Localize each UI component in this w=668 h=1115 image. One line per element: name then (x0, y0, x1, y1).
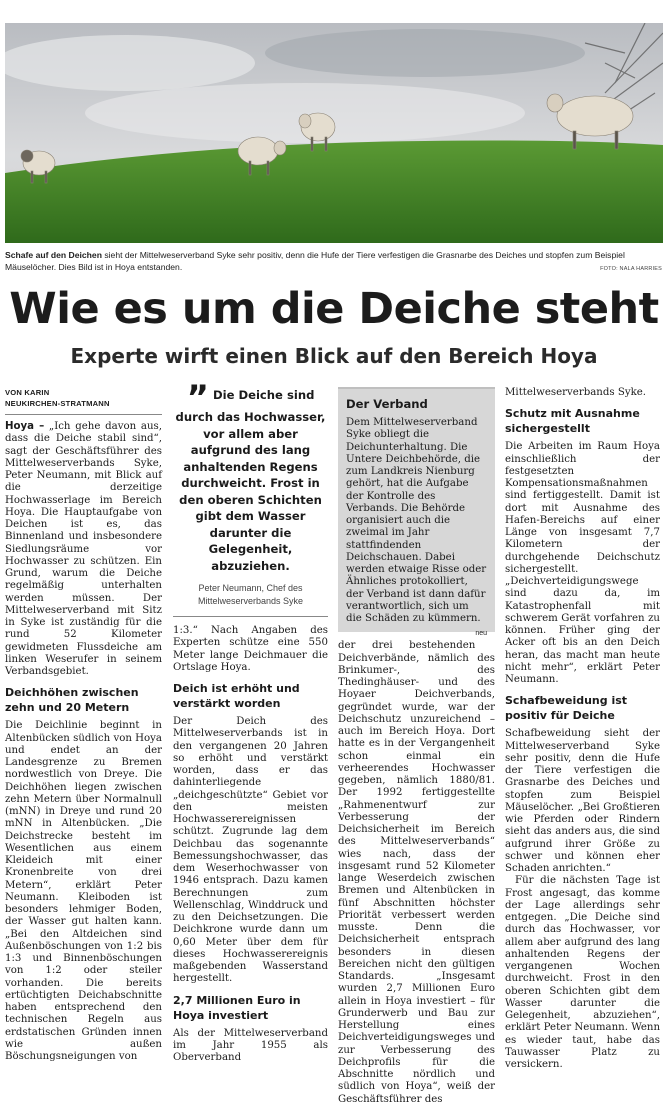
subheading: 2,7 Millionen Euro in Hoya investiert (173, 993, 301, 1022)
pull-quote-text: Die Deiche sind durch das Hochwasser, vor allem aber aufgrund des lang anhaltenden Regens durchweicht. Frost in den oberen Schichten gibt dem Wasser darunter die Gelegenheit, abzuziehen. (175, 388, 326, 573)
subheading: Deich ist erhöht und verstärkt worden (173, 682, 300, 710)
author-initials: neu (475, 630, 487, 638)
info-box (338, 387, 495, 638)
paragraph: der drei bestehenden Deichverbände, nämlich des Brinkumer-, des Thedinghäuser- und des Hoyaer Deichverbands, gegründet wurde, war der Deichschutz unzureichend – auch im Bereich Hoya. Dort hatte es in der Vergangenheit schon einmal ein verheerendes Hochwasser gegeben, nämlich 1880/81. Der 1992 fertiggestellte „Rahmenentwurf zur Verbesserung der Deichsicherheit im Bereich des Mittelweserverbands“ wies nach, dass der insgesamt rund 52 Kilometer lange Weserdeich zwischen Bremen und Altenbücken in fünf Abschnitten höchster Priorität verbessert werden musste. Denn die Deichsicherheit entsprach besonders in diesen Bereichen nicht den gültigen Standards. „Insgesamt wurden 2,7 Millionen Euro allein in Hoya investiert – für Grunderwerb und Bau zur Herstellung eines Deichverteidigungsweges und zur Verbesserung des Deichprofils für die Abschnitte nördlich und südlich von Hoya“, weiß der Geschäftsführer des (338, 640, 495, 1105)
quote-mark-icon: ” (186, 378, 209, 418)
subheading: Schafbeweidung ist positiv für Deiche (505, 694, 628, 723)
subheadline: Experte wirft einen Blick auf den Bereich Hoya (70, 344, 598, 368)
sheep-on-dike-photo-icon (5, 23, 663, 243)
info-box-body: Dem Mittelweserverband Syke obliegt die Deichunterhaltung. Die Untere Deichbehörde, die zum Landkreis Nienburg gehört, hat die Aufgabe der Kontrolle des Verbands. Die Behörde organisiert auch die zweimal im Jahr stattfindenden Deichschauen. Dabei werden etwaige Risse oder Ähnliches protokolliert, der Verband ist dann dafür verantwortlich, sich um die Schäden zu kümmern. (346, 417, 487, 624)
subheading: Deichhöhen zwischen zehn und 20 Metern (5, 686, 139, 715)
paragraph: Die Arbeiten im Raum Hoya einschließlich der festgesetzten Kompensationsmaßnahmen sind fertiggestellt. Damit ist dort mit Ausnahme des Hafen-Bereichs auf einer Länge von insgesamt 7,7 Kilometern der durchgehende Deichschutz sichergestellt. „Deichverteidigungswege sind dazu da, im Katastrophenfall mit schwerem Gerät vorfahren zu können. Früher ging der Acker oft bis an den Deich heran, das macht man heute nicht mehr“, erklärt Peter Neumann. (505, 441, 660, 685)
dateline: Hoya – (5, 421, 45, 432)
paragraph: Als der Mittelweserverband im Jahr 1955 als Oberverband (173, 1027, 328, 1063)
column-2 (173, 378, 328, 1064)
column-3 (338, 387, 495, 1106)
paragraph: 1:3.“ Nach Angaben des Experten schütze eine 550 Meter lange Deichmauer die Ortslage Hoya. (173, 625, 328, 673)
dike-sheep-photo (5, 23, 663, 243)
photo-credit: FOTO: NALA HARRIES (600, 266, 662, 272)
caption-text: sieht der Mittelweserverband Syke sehr positiv, denn die Hufe der Tiere verfestigen die Grasnarbe des Deiches und stopfen zum Beispiel Mäuselöcher. Dies Bild ist in Hoya entstanden. (5, 250, 625, 272)
paragraph: Für die nächsten Tage ist Frost angesagt, das komme der Lage allerdings sehr entgegen. „Die Deiche sind durch das Hochwasser, vor allem aber aufgrund des lang anhaltenden Regens der vergangenen Wochen durchweicht. Frost in den oberen Schichten gibt dem Wasser darunter die Gelegenheit, abzuziehen“, erklärt Peter Neumann. Wenn es wieder taut, habe das Tauwasser Platz zu versickern. (505, 875, 660, 1070)
byline-line-1: VON KARIN (5, 388, 50, 397)
caption-lead: Schafe auf den Deichen (5, 250, 102, 260)
paragraph: Schafbeweidung sieht der Mittelweserverband Syke sehr positiv, denn die Hufe der Tiere verfestigen die Grasnarbe des Deiches und stopfen zum Beispiel Mäuselöcher. „Bei Großtieren wie Pferden oder Rindern sieht das anders aus, die sind aufgrund ihrer Größe zu schwer und können eher Schaden anrichten.“ (505, 728, 660, 874)
paragraph-text: „Ich gehe davon aus, dass die Deiche stabil sind“, sagt der Geschäftsführer des Mittelweserverbands Syke, Peter Neumann, mit Blick auf die derzeitige Hochwasserlage im Bereich Hoya. Die Hauptaufgabe von Deichen ist es, das Binnenland und insbesondere Siedlungsräume vor Hochwasser zu schützen. Ein Grund, warum die Deiche regelmäßig unterhalten werden müssen. Der Mittelweserverband mit Sitz in Syke ist zuständig für die rund 52 Kilometer gewidmeten Flussdeiche am linken Weserufer in seinem Verbandsgebiet. (5, 421, 162, 677)
paragraph: Der Deich des Mittelweserverbands ist in den vergangenen 20 Jahren so erhöht und verstärkt worden, dass er das dahinterliegende „deichgeschützte“ Gebiet vor den meisten Hochwasserereignissen schützt. Zugrunde lag dem Deichbau das sogenannte Bemessungshochwasser, das dem Weserhochwasser von 1946 entsprach. Dazu kamen Berechnungen zum Wellenschlag, Winddruck und zu den Deichsetzungen. Die Deichkrone wurde dann um 0,60 Meter über dem für dieses Hochwasserereignis maßgebenden Wasserstand hergestellt. (173, 716, 328, 985)
byline (5, 387, 162, 415)
subheading: Schutz mit Ausnahme sichergestellt (505, 407, 640, 436)
paragraph: Mittelweserverbands Syke. (505, 387, 647, 398)
column-4 (505, 387, 660, 1071)
pull-quote-source: Peter Neumann, Chef des Mittelweserverbands Syke (173, 582, 328, 617)
column-1 (5, 387, 162, 1063)
photo-caption (5, 249, 663, 273)
info-box-title: Der Verband (346, 397, 428, 411)
info-box-text (346, 417, 487, 638)
byline-line-2: NEUKIRCHEN-STRATMANN (5, 399, 110, 408)
paragraph (5, 421, 162, 678)
headline: Wie es um die Deiche steht (9, 284, 659, 334)
paragraph: Die Deichlinie beginnt in Altenbücken südlich von Hoya und endet an der Landesgrenze zu Bremen nordwestlich von Dreye. Die Deichhöhen liegen zwischen zehn Metern über Normalnull (mNN) in Dreye und rund 20 mNN in Altenbücken. „Die Deichstrecke besteht im Wesentlichen aus einem Kleideich mit einer Kronenbreite von drei Metern“, erklärt Peter Neumann. Kleiboden ist besonders lehmiger Boden, der Wasser gut halten kann. „Bei den Altdeichen sind Außenböschungen von 1:2 bis 1:3 und Binnenböschungen von 1:2 oder steiler vorhanden. Die bereits ertüchtigten Deichabschnitte haben entsprechend den technischen Regeln aus erdstatischen Gründen innen wie außen Böschungsneigungen von (5, 720, 162, 1062)
pull-quote (173, 378, 328, 574)
